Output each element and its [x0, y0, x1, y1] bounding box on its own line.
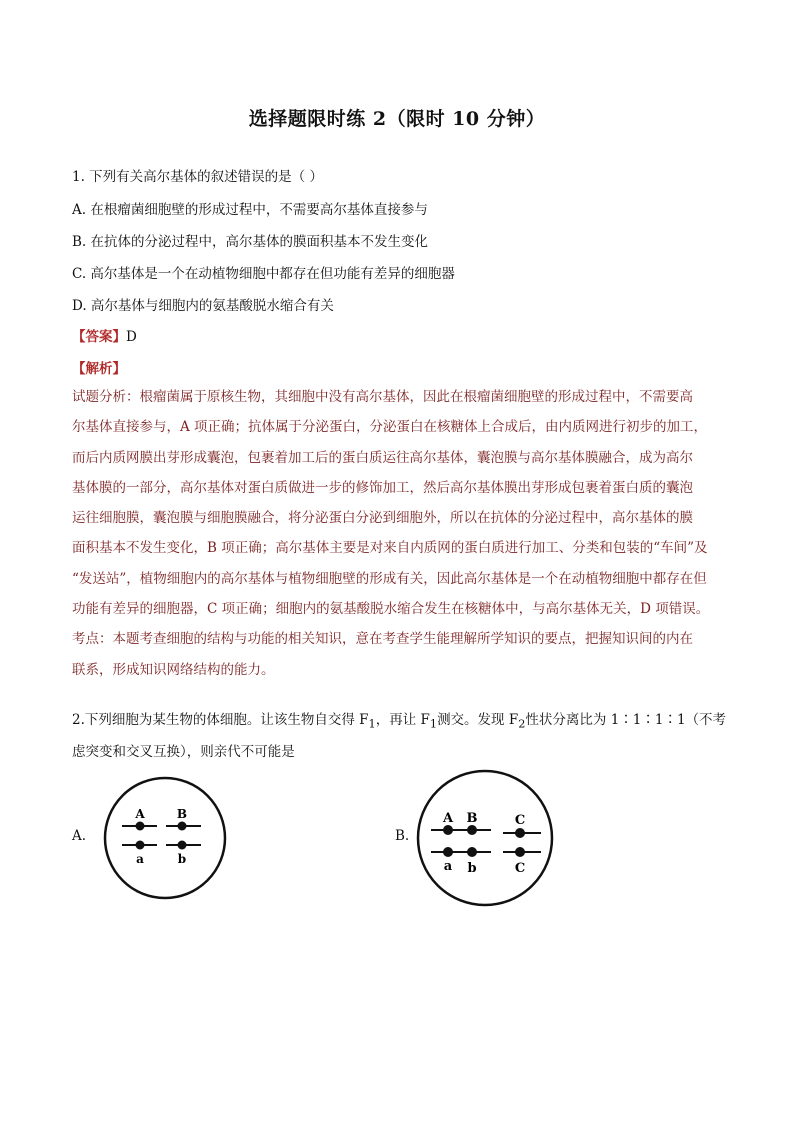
cell-diagram-b — [413, 766, 557, 910]
answer-line — [72, 325, 137, 345]
gene-label: a — [443, 859, 453, 874]
answer-label: 【答案】 — [72, 329, 126, 345]
gene-label: C — [514, 861, 526, 876]
analysis-line: 运往细胞膜，囊泡膜与细胞膜融合，将分泌蛋白分泌到细胞外，所以在抗体的分泌过程中，高尔基体的膜 — [72, 510, 693, 527]
answer-value: D — [126, 329, 137, 345]
subscript: 1 — [368, 717, 376, 731]
q2-stem-line1 — [72, 708, 726, 731]
subscript: 2 — [518, 717, 526, 731]
cell-membrane — [105, 778, 225, 898]
gene-locus — [443, 825, 453, 835]
analysis-line: 面积基本不发生变化，B 项正确；高尔基体主要是对来自内质网的蛋白质进行加工、分类和包装的“车间”及 — [72, 540, 708, 557]
gene-label: B — [466, 811, 478, 826]
cell-diagram-a — [100, 773, 230, 903]
gene-label: B — [176, 807, 188, 821]
q1-option-c: C. 高尔基体是一个在动植物细胞中都存在但功能有差异的细胞器 — [72, 266, 455, 282]
analysis-line: 而后内质网膜出芽形成囊泡，包裹着加工后的蛋白质运往高尔基体，囊泡膜与高尔基体膜融合，成为高尔 — [72, 449, 693, 466]
gene-label: a — [136, 852, 144, 866]
q1-stem: 1. 下列有关高尔基体的叙述错误的是（ ） — [72, 169, 323, 185]
analysis-line: 功能有差异的细胞器，C 项正确；细胞内的氨基酸脱水缩合发生在核糖体中，与高尔基体无关，D 项错误。 — [72, 601, 710, 618]
q1-option-b: B. 在抗体的分泌过程中，高尔基体的膜面积基本不发生变化 — [72, 234, 429, 250]
q2-stem-part: 性状分离比为 1∶1∶1∶1（不考 — [525, 712, 727, 728]
analysis-text — [72, 382, 732, 685]
cell-membrane — [418, 771, 552, 905]
q1-option-d: D. 高尔基体与细胞内的氨基酸脱水缩合有关 — [72, 298, 334, 314]
analysis-line: 试题分析：根瘤菌属于原核生物，其细胞中没有高尔基体，因此在根瘤菌细胞壁的形成过程中，不需要高 — [72, 389, 693, 405]
gene-locus — [178, 841, 187, 850]
gene-label: b — [467, 861, 477, 876]
analysis-line: 基体膜的一部分，高尔基体对蛋白质做进一步的修饰加工，然后高尔基体膜出芽形成包裹着蛋白质的囊泡 — [72, 479, 693, 496]
page-title: 选择题限时练 2（限时 10 分钟） — [248, 108, 546, 130]
analysis-heading — [72, 357, 126, 377]
gene-locus — [136, 841, 145, 850]
q2-option-b-label: B. — [395, 828, 410, 844]
gene-label: C — [514, 813, 526, 828]
point-line: 考点：本题考查细胞的结构与功能的相关知识，意在考查学生能理解所学知识的要点，把握知识间的内在 — [72, 631, 693, 648]
gene-locus — [467, 825, 477, 835]
analysis-line: 尔基体直接参与，A 项正确；抗体属于分泌蛋白，分泌蛋白在核糖体上合成后，由内质网进行初步的加工， — [72, 419, 708, 436]
gene-locus — [515, 847, 525, 857]
gene-label: b — [177, 852, 187, 866]
gene-locus — [178, 822, 187, 831]
analysis-label: 【解析】 — [72, 361, 126, 377]
gene-label: A — [135, 807, 145, 821]
gene-locus — [136, 822, 145, 831]
gene-locus — [467, 847, 477, 857]
q2-stem-part: 测交。发现 F — [437, 712, 519, 728]
q1-option-a: A. 在根瘤菌细胞壁的形成过程中，不需要高尔基体直接参与 — [72, 202, 428, 218]
q2-stem-line2: 虑突变和交叉互换），则亲代不可能是 — [72, 744, 295, 760]
gene-locus — [443, 847, 453, 857]
analysis-line: “发送站”，植物细胞内的高尔基体与植物细胞壁的形成有关，因此高尔基体是一个在动植物细胞中都存在但 — [72, 570, 707, 587]
q2-stem-part: 2.下列细胞为某生物的体细胞。让该生物自交得 F — [72, 712, 369, 728]
point-line: 联系，形成知识网络结构的能力。 — [72, 661, 275, 678]
subscript: 1 — [429, 717, 438, 731]
gene-label: A — [442, 811, 454, 826]
q2-option-a-label: A. — [72, 828, 87, 844]
gene-locus — [515, 828, 525, 838]
q2-stem-part: ，再让 F — [375, 712, 430, 728]
